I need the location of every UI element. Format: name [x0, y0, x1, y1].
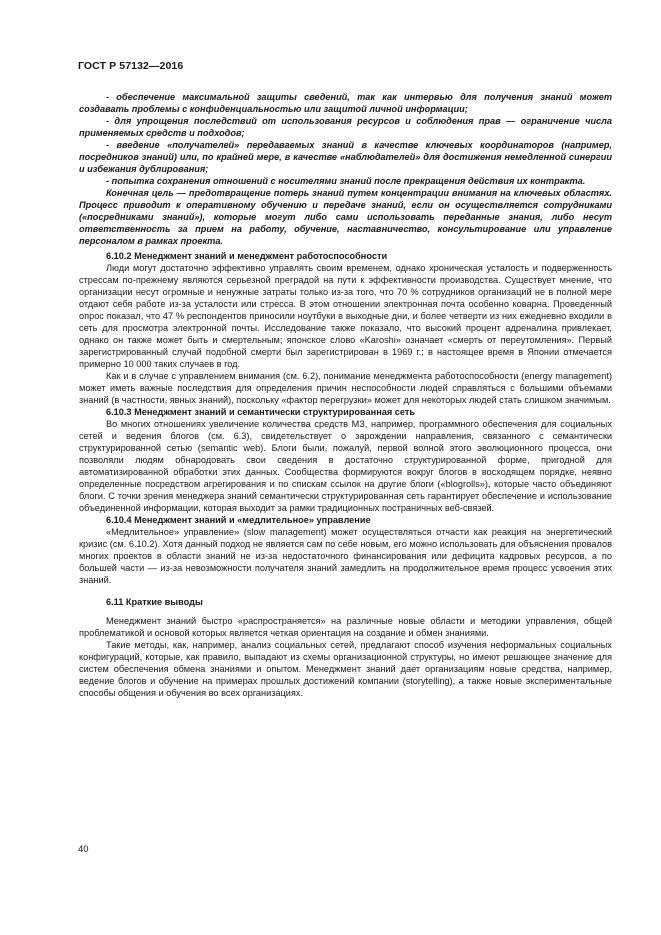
section-paragraph: Люди могут достаточно эффективно управлять своим временем, однако хроническая усталость и подверженность стрессам по-прежнему являются серьезной преградой на пути к эффективности производства. Существует мнение, что организации несут огромные и ненужные затраты только из-за того, что 70 % сотрудников организаций не в полной мере отдают себя работе из-за усталости или стресса. В этом отношении электронная почта особенно коварна. Проведенный опрос показал, что 47 % респондентов приносили ноутбуки в выходные дни, и более четверти из них ежедневно входили в сеть для просмотра электронной почты. Исследование также показало, что высокий процент адреналина привлекает, однако он также может быть и смертельным; японское слово «Karoshi» означает «смерть от переутомления». Первый зарегистрированный случай подобной смерти был зарегистрирован в 1969 г.; в настоящее время в Японии отмечается примерно 10 000 таких случаев в год.: [79, 263, 612, 369]
section-paragraph: Во многих отношениях увеличение количества средств МЗ, например, программного обеспечения для социальных сетей и ведения блогов (см. 6.3), свидетельствует о зарождении направления, связанного с семантически структурированной сетью (semantic web). Блоги были, пожалуй, первой волной этого эволюционного процесса, они позволяли людям обнародовать свои сведения в достаточно структурированной форме, пригодной для автоматизированной обработки этих данных. Сообщества формируются вокруг блогов в восходящем порядке, неявно определенные посредством агрегирования и по спискам ссылок на другие блоги («blogrolls»), которые часто объединяют блоги. С точки зрения менеджера знаний семантически структурированная сеть гарантирует обеспечение и использование объединенной информации, которая выходит за рамки традиционных постраничных веб-связей.: [79, 419, 612, 513]
section-heading-6-10-4: 6.10.4 Менеджмент знаний и «медлительное» управление: [106, 515, 371, 525]
section-heading-6-10-2: 6.10.2 Менеджмент знаний и менеджмент работоспособности: [106, 251, 388, 261]
intro-item: - обеспечение максимальной защиты сведений, так как интервью для получения знаний может создавать проблемы с конфиденциальностью или защитой личной информации;: [79, 92, 612, 114]
intro-item: - для упрощения последствий от использования ресурсов и соблюдения прав — ограничение числа применяемых средств и подходов;: [79, 116, 612, 138]
document-header: ГОСТ Р 57132—2016: [78, 60, 184, 72]
intro-item: - введение «получателей» передаваемых знаний в качестве ключевых координаторов (например, посредников знаний) или, по крайней мере, в качестве «наблюдателей» для достижения немедленной синергии и избежания дублирования;: [79, 140, 612, 174]
section-heading-6-11: 6.11 Краткие выводы: [106, 597, 203, 607]
intro-item: - попытка сохранения отношений с носителями знаний после прекращения действия их контракта.: [106, 176, 586, 186]
section-heading-6-10-3: 6.10.3 Менеджмент знаний и семантически структурированная сеть: [106, 407, 416, 417]
intro-conclusion: Конечная цель — предотвращение потерь знаний путем концентрации внимания на ключевых областях. Процесс приводит к оперативному обучению и передаче знаний, если он осуществляется сотрудниками («посредниками знаний»), которые могут либо сами использовать переданные знания, либо несут ответственность за прием на работу, обучение, наставничество, консультирование или управление персоналом в рамках проекта.: [79, 188, 612, 246]
section-paragraph: Как и в случае с управлением внимания (см. 6.2), понимание менеджмента работоспособности (energy management) может иметь важные последствия для определения причин неспособности людей справляться с большими объемами знаний (в частности, явных знаний), поскольку «фактор перегрузки» может для некоторых людей стать слишком значимым.: [79, 371, 612, 405]
section-paragraph: Менеджмент знаний быстро «распространяется» на различные новые области и методики управления, общей проблематикой и основой которых является четкая ориентация на создание и обмен знаниями.: [79, 616, 612, 638]
page-number: 40: [78, 844, 89, 855]
document-body: [79, 91, 612, 699]
section-paragraph: «Медлительное» управление» (slow management) может осуществляться отчасти как реакция на энергетический кризис (см. 6.10.2). Хотя данный подход не является сам по себе новым, его можно использовать для объяснения провалов многих проектов в области знаний не из-за недостаточного финансирования или дефицита кадровых ресурсов, а по большей части — из-за невозможности получателя знаний замедлить на продолжительное время процесс усвоения этих знаний.: [79, 527, 612, 585]
section-paragraph: Такие методы, как, например, анализ социальных сетей, предлагают способ изучения неформальных социальных конфигураций, которые, как правило, выпадают из схемы организационной структуры, но имеют решающее значение для систем обеспечения обмена знаниями и опытом. Менеджмент знаний дает организациям новые средства, например, ведение блогов и обучение на примерах прошлых достижений компании (storytelling), а также новые экспериментальные способы общения и обучения во всех организациях.: [79, 640, 612, 698]
